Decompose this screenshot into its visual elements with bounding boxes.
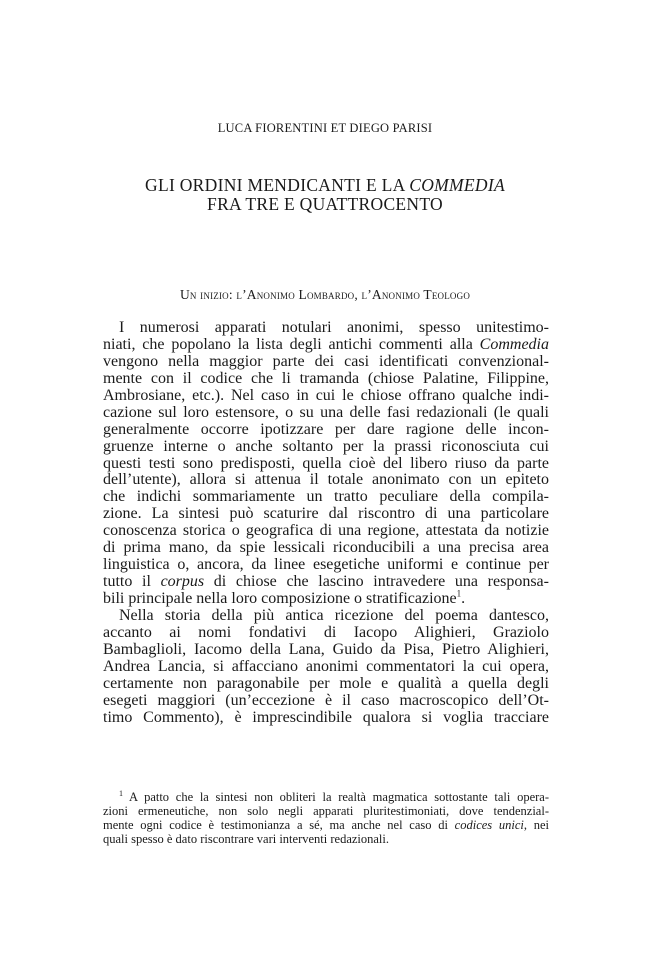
footnote-marker: 1 (119, 788, 123, 798)
body-line-text: niati, che popolano la lista degli antichi commenti alla (103, 335, 480, 353)
footnote-line: zioni ermeneutiche, non solo negli apparati pluritestimoniati, dove tendenzial- (103, 804, 549, 818)
body-line: che indichi sommariamente un tratto peculiare della compila- (103, 488, 549, 506)
body-line (103, 574, 549, 591)
body-line: mente con il codice che li tramanda (chiose Palatine, Filippine, (103, 369, 549, 387)
body-line-text: bili principale nella loro composizione o stratificazione (103, 590, 457, 607)
body-line: zione. La sintesi può scaturire dal riscontro di una particolare (103, 505, 549, 523)
footnote-text: , nei (523, 818, 549, 832)
body-line: di prima mano, da spie lessicali riconducibili a una precisa area (103, 539, 549, 557)
footnote-reference[interactable]: 1 (456, 588, 462, 599)
body-line: questi testi sono predisposti, quella cioè del libero riuso da parte (103, 454, 549, 472)
title-italic-commedia: COMMEDIA (409, 175, 505, 195)
footnote-text: mente ogni codice è testimonianza a sé, ma anche nel caso di (103, 818, 455, 832)
title-line-1-prefix: GLI ORDINI MENDICANTI E LA (145, 175, 410, 195)
title-line-1 (0, 176, 650, 195)
body-line (103, 337, 549, 354)
body-line: Ambrosiane, etc.). Nel caso in cui le chiose offrano qualche indi- (103, 386, 549, 404)
body-line: esegeti maggiori (un’eccezione è il caso macroscopico dell’Ot- (103, 691, 549, 709)
body-line: cazione sul loro estensore, o su una delle fasi redazionali (le quali (103, 403, 549, 421)
footnote-line (103, 790, 549, 804)
body-line: gruenze interne o anche soltanto per la prassi riconosciuta cui (103, 437, 549, 455)
body-line: accanto ai nomi fondativi di Iacopo Alighieri, Graziolo (103, 623, 549, 641)
italic-corpus: corpus (160, 573, 205, 591)
footnote-line (103, 818, 549, 832)
section-heading: Un inizio: l’Anonimo Lombardo, l’Anonimo Teologo (179, 287, 471, 302)
body-line-text: tutto il (103, 573, 161, 591)
title-line-2: FRA TRE E QUATTROCENTO (207, 194, 443, 214)
body-line: Bambaglioli, Iacomo della Lana, Guido da Pisa, Pietro Alighieri, (103, 640, 549, 658)
footnote-text: A patto che la sintesi non obliteri la realtà magmatica sottostante tali opera- (123, 790, 549, 804)
body-line: generalmente occorre ipotizzare per dare ragione delle incon- (103, 420, 549, 438)
body-line: vengono nella maggior parte dei casi identificati convenzional- (103, 352, 549, 370)
article-title (0, 176, 650, 214)
footnote (103, 790, 549, 846)
body-line: linguistica o, ancora, da linee esegetiche uniformi e continue per (103, 556, 549, 574)
italic-codices-unici: codices unici (454, 818, 524, 832)
body-line-text: . (461, 590, 466, 607)
footnote-line: quali spesso è dato riscontrare vari interventi redazionali. (103, 832, 390, 846)
body-line: I numerosi apparati notulari anonimi, spesso unitestimo- (119, 319, 549, 336)
body-line: Andrea Lancia, si affacciano anonimi commentatori la cui opera, (103, 657, 549, 675)
body-line: certamente non paragonabile per mole e qualità a quella degli (103, 674, 549, 692)
body-line (103, 588, 549, 608)
body-line: timo Commento), è imprescindibile qualora si voglia tracciare (103, 708, 549, 726)
body-line: Nella storia della più antica ricezione del poema dantesco, (119, 606, 549, 624)
author-line: LUCA FIORENTINI ET DIEGO PARISI (217, 121, 433, 135)
body-line-text: di chiose che lascino intravedere una responsa- (204, 573, 549, 591)
body-text (103, 320, 549, 727)
italic-commedia: Commedia (479, 335, 549, 353)
body-line: conoscenza storica o geografica di una regione, attestata da notizie (103, 522, 549, 540)
body-line: dell’utente), allora si attenua il totale anonimato con un epiteto (103, 471, 549, 489)
